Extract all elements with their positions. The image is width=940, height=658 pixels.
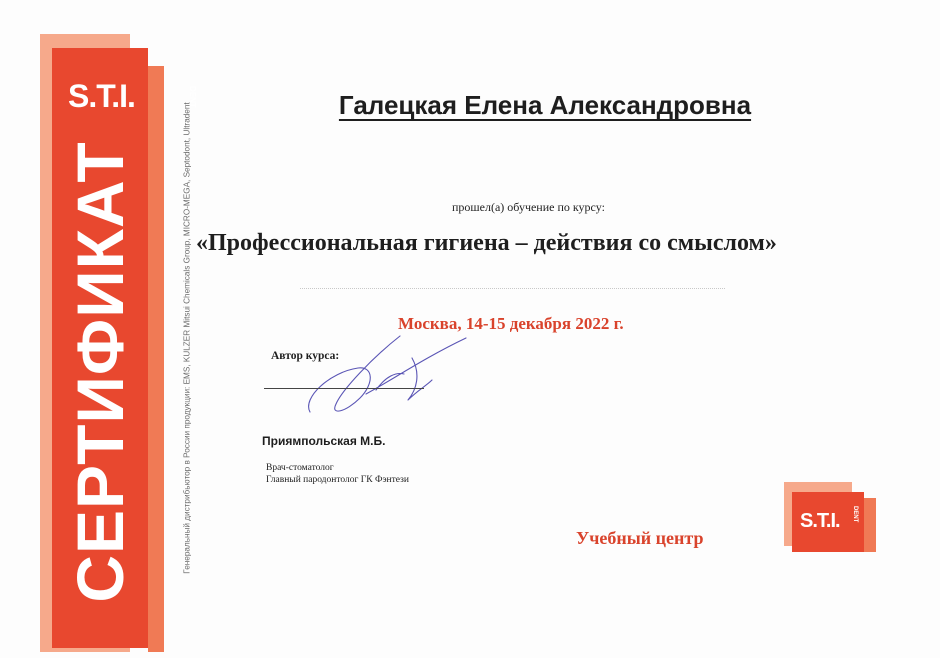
author-position-line-2: Главный пародонтолог ГК Фэнтези (266, 474, 409, 485)
signature (300, 328, 480, 420)
certificate-vertical-title: СЕРТИФИКАТ (63, 141, 137, 603)
author-name: Приямпольская М.Б. (262, 434, 386, 448)
footer-logo-text: S.T.I. (800, 510, 840, 532)
course-divider (300, 288, 725, 289)
sti-logo-text: S.T.I. (68, 78, 135, 114)
place-date: Москва, 14-15 декабря 2022 г. (398, 314, 624, 333)
training-center-label: Учебный центр (576, 528, 704, 548)
author-position-line-1: Врач-стоматолог (266, 463, 334, 473)
sidebar-stripe-edge (148, 66, 164, 652)
author-position (266, 463, 409, 487)
footer-logo-sub: DENT (852, 506, 858, 523)
distributor-note: Генеральный дистрибьютор в России продукции: EMS, KULZER Mitsui Chemicals Group, MICRO-MEGA, Septodont, Ultradent (182, 102, 192, 574)
footer-logo-edge (864, 498, 876, 552)
sti-logo-sub: DENT (188, 86, 197, 108)
course-intro: прошел(а) обучение по курсу: (452, 200, 605, 214)
author-label: Автор курса: (271, 350, 340, 362)
recipient-name: Галецкая Елена Александровна (338, 90, 752, 120)
course-title: «Профессиональная гигиена – действия со смыслом» (196, 230, 777, 256)
signature-line (264, 388, 424, 389)
footer-sti-logo (792, 492, 864, 552)
